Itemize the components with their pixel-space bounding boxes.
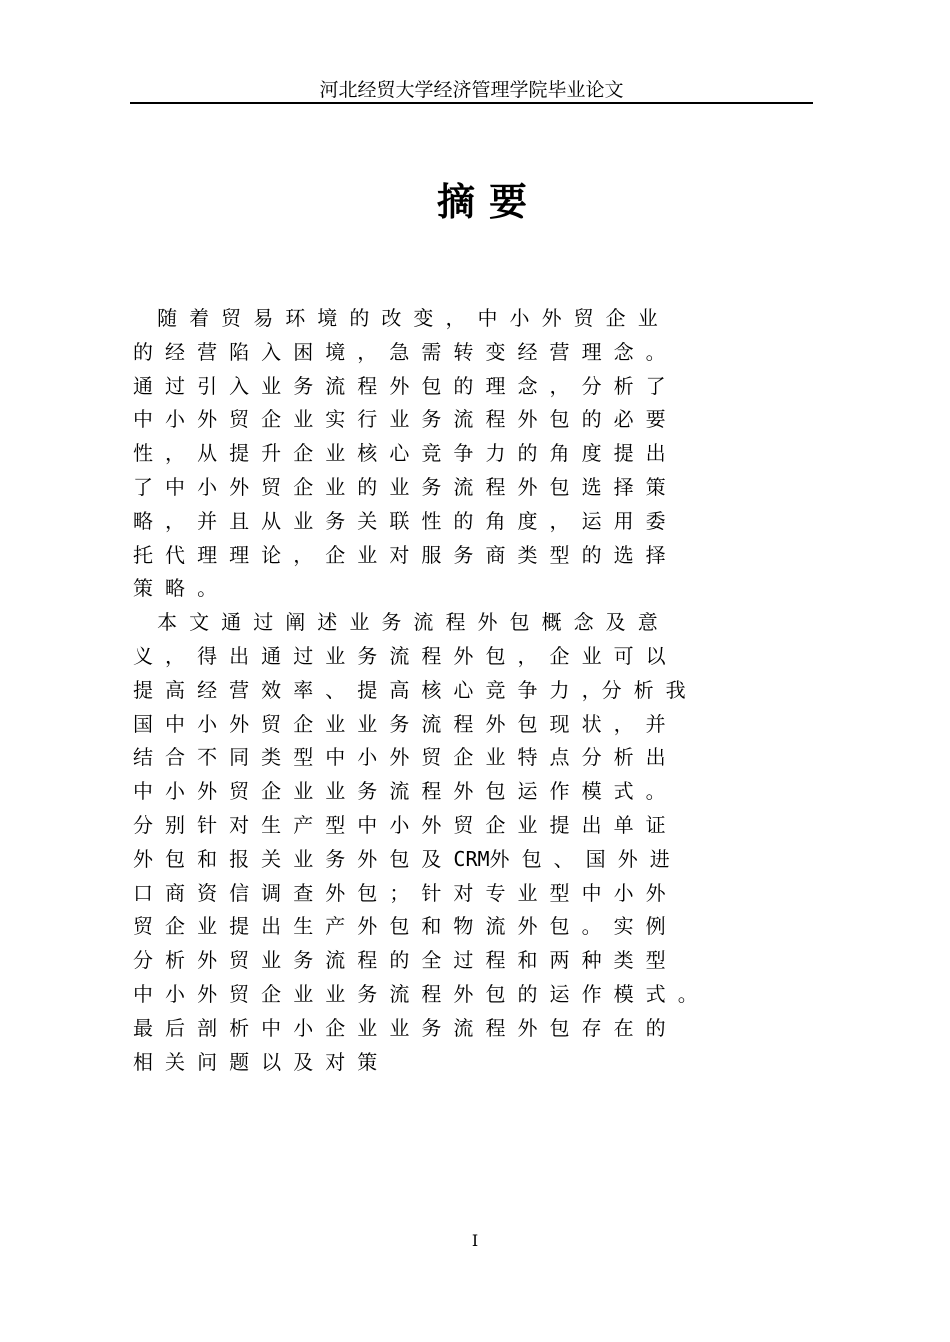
abstract-line: 了 中 小 外 贸 企 业 的 业 务 流 程 外 包 选 择 策 [133, 474, 666, 499]
abstract-line: 略 ， 并 且 从 业 务 关 联 性 的 角 度 ， 运 用 委 [133, 508, 666, 533]
abstract-body [133, 302, 833, 1079]
page-title: 摘要 [436, 180, 541, 224]
abstract-line: 结 合 不 同 类 型 中 小 外 贸 企 业 特 点 分 析 出 [133, 745, 666, 770]
abstract-line: 托 代 理 理 论 ， 企 业 对 服 务 商 类 型 的 选 择 [133, 542, 666, 567]
abstract-line: 提 高 经 营 效 率 、 提 高 核 心 竞 争 力 ，分 析 我 [133, 677, 686, 702]
abstract-line: 中 小 外 贸 企 业 业 务 流 程 外 包 的 运 作 模 式 。 [133, 981, 698, 1006]
abstract-line: 通 过 引 入 业 务 流 程 外 包 的 理 念 ， 分 析 了 [133, 373, 666, 398]
abstract-line: 本 文 通 过 阐 述 业 务 流 程 外 包 概 念 及 意 [133, 610, 658, 635]
abstract-line: 随 着 贸 易 环 境 的 改 变 ， 中 小 外 贸 企 业 [133, 306, 658, 330]
abstract-line: 贸 企 业 提 出 生 产 外 包 和 物 流 外 包 。 实 例 [133, 914, 666, 939]
abstract-line: 分 析 外 贸 业 务 流 程 的 全 过 程 和 两 种 类 型 [133, 948, 666, 973]
header-rule [130, 102, 813, 104]
page-number: I [471, 1231, 479, 1250]
abstract-line: 策 略 。 [133, 576, 218, 601]
abstract-line: 义 ， 得 出 通 过 业 务 流 程 外 包 ， 企 业 可 以 [133, 643, 666, 668]
abstract-line: 性 ， 从 提 升 企 业 核 心 竞 争 力 的 角 度 提 出 [133, 441, 666, 466]
abstract-line: 口 商 资 信 调 查 外 包 ； 针 对 专 业 型 中 小 外 [133, 880, 666, 905]
abstract-line: 相 关 问 题 以 及 对 策 [133, 1049, 378, 1074]
abstract-line: 国 中 小 外 贸 企 业 业 务 流 程 外 包 现 状 ， 并 [133, 711, 666, 736]
abstract-line: 的 经 营 陷 入 困 境 ， 急 需 转 变 经 营 理 念 。 [133, 339, 666, 364]
abstract-line: 中 小 外 贸 企 业 业 务 流 程 外 包 运 作 模 式 。 [133, 779, 666, 804]
abstract-line: 中 小 外 贸 企 业 实 行 业 务 流 程 外 包 的 必 要 [133, 407, 666, 432]
running-header: 河北经贸大学经济管理学院毕业论文 [319, 79, 624, 101]
abstract-line: 最 后 剖 析 中 小 企 业 业 务 流 程 外 包 存 在 的 [133, 1015, 666, 1040]
abstract-line: 分 别 针 对 生 产 型 中 小 外 贸 企 业 提 出 单 证 [133, 812, 666, 837]
abstract-line: 外 包 和 报 关 业 务 外 包 及 CRM外 包 、 国 外 进 [133, 846, 670, 871]
